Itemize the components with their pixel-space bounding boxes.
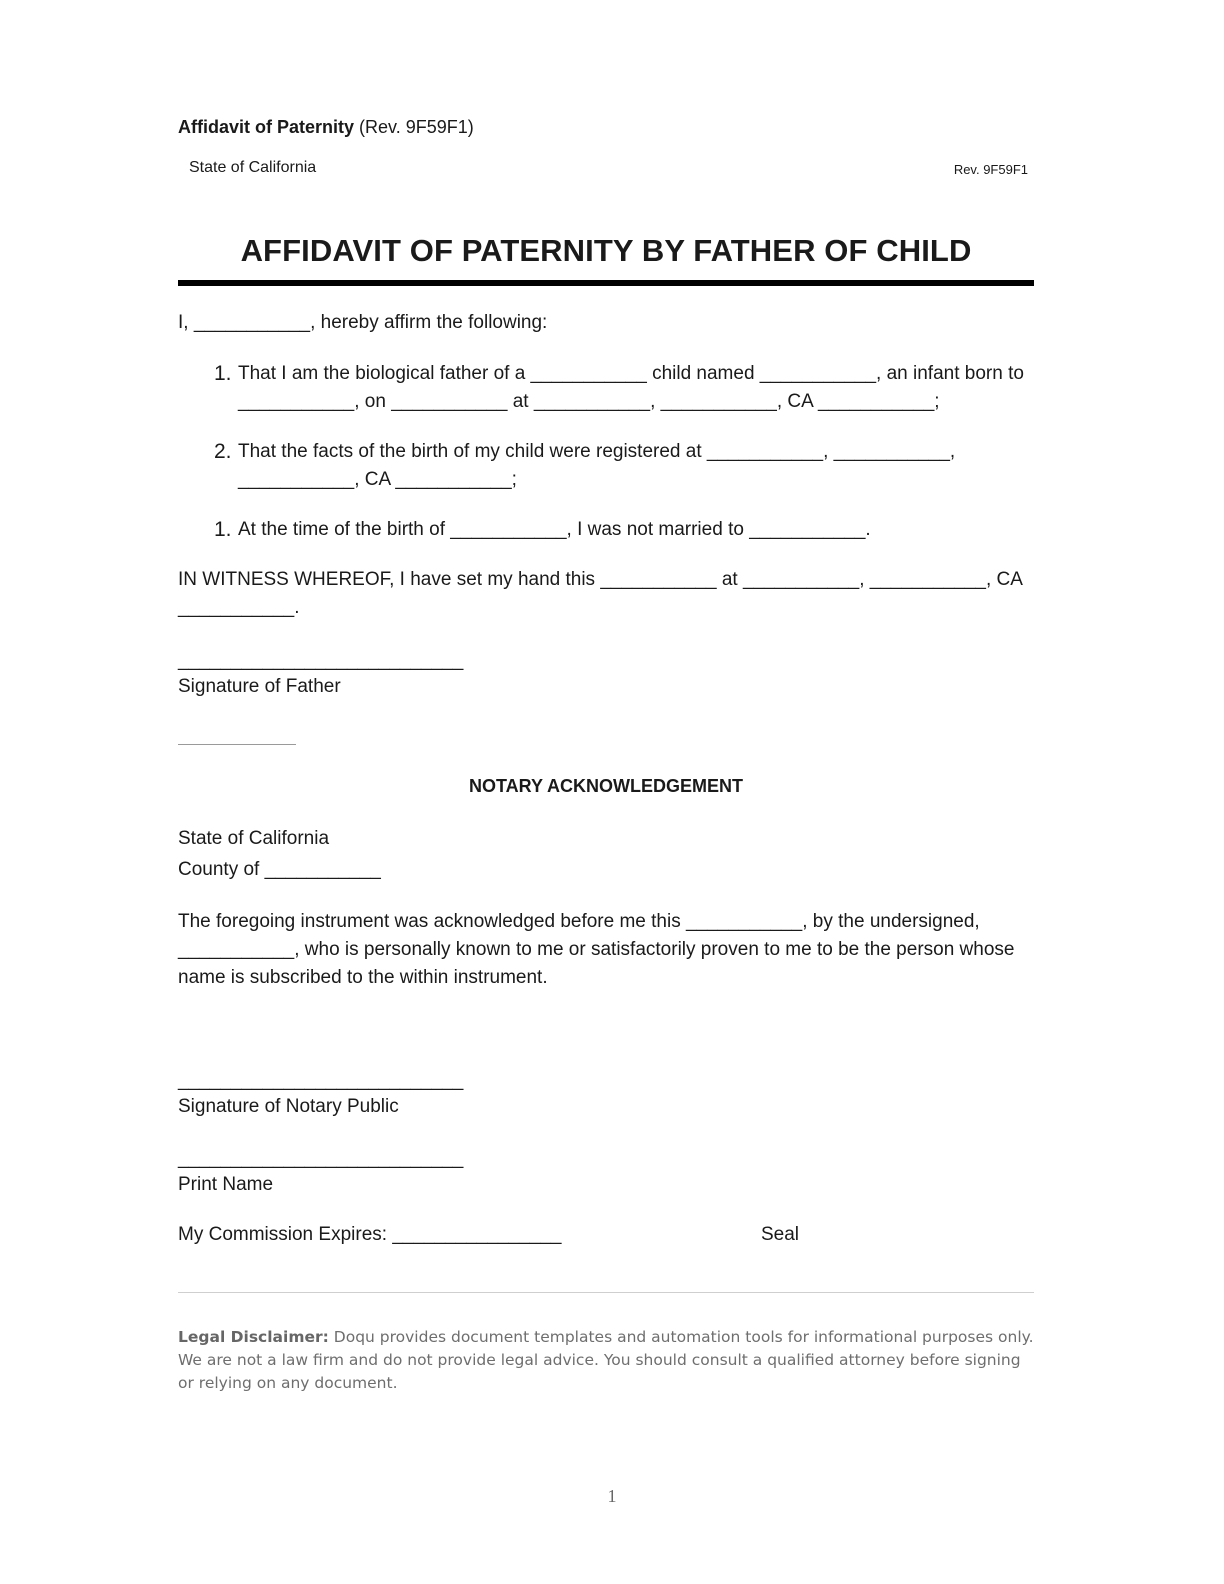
document-title-line bbox=[178, 117, 474, 138]
print-name-label: Print Name bbox=[178, 1174, 274, 1195]
list-item-text: That I am the biological father of a ___________ child named ___________, an infant born to ___________, on ___________ at ___________, ___________, CA ___________; bbox=[238, 363, 1024, 412]
list-item-number: 2. bbox=[214, 440, 232, 463]
notary-county: County of ___________ bbox=[178, 859, 381, 880]
notary-state: State of California bbox=[178, 828, 330, 849]
notary-body: The foregoing instrument was acknowledged before me this ___________, by the undersigned, ___________, who is personally known to me or satisfactorily proven to me to be the person whose name is subscribed to the within instrument. bbox=[178, 911, 1015, 988]
father-signature-line: ___________________________ bbox=[178, 650, 464, 671]
list-item-number: 1. bbox=[214, 518, 232, 541]
legal-disclaimer bbox=[178, 1326, 1034, 1395]
notary-heading: NOTARY ACKNOWLEDGEMENT bbox=[469, 776, 743, 796]
witness-paragraph: IN WITNESS WHEREOF, I have set my hand this ___________ at ___________, ___________, CA ___________. bbox=[178, 569, 1022, 618]
disclaimer-label: Legal Disclaimer: bbox=[178, 1328, 329, 1346]
main-heading: AFFIDAVIT OF PATERNITY BY FATHER OF CHILD bbox=[240, 233, 972, 268]
intro-paragraph: I, ___________, hereby affirm the following: bbox=[178, 312, 548, 333]
document-revision: (Rev. 9F59F1) bbox=[359, 117, 474, 137]
list-item-text: At the time of the birth of ___________, I was not married to ___________. bbox=[238, 519, 871, 540]
list-item-text: That the facts of the birth of my child were registered at ___________, ___________, ___________, CA ___________; bbox=[238, 441, 956, 490]
header-state: State of California bbox=[189, 159, 317, 176]
footer-divider bbox=[178, 1292, 1034, 1293]
page-number: 1 bbox=[607, 1486, 617, 1506]
header-revision-code: Rev. 9F59F1 bbox=[953, 162, 1028, 177]
commission-expires: My Commission Expires: ________________ bbox=[178, 1224, 562, 1245]
print-name-line: ___________________________ bbox=[178, 1148, 464, 1169]
notary-signature-label: Signature of Notary Public bbox=[178, 1096, 399, 1117]
short-divider bbox=[178, 744, 296, 745]
seal-label: Seal bbox=[761, 1224, 800, 1245]
disclaimer-text: Doqu provides document templates and automation tools for informational purposes only. We are not a law firm and do not provide legal advice. You should consult a qualified attorney before signing or relying on any document. bbox=[178, 1328, 1034, 1392]
notary-signature-line: ___________________________ bbox=[178, 1070, 464, 1091]
father-signature-label: Signature of Father bbox=[178, 676, 341, 697]
heading-rule bbox=[178, 280, 1034, 286]
list-item-number: 1. bbox=[214, 362, 232, 385]
document-name: Affidavit of Paternity bbox=[178, 117, 355, 137]
